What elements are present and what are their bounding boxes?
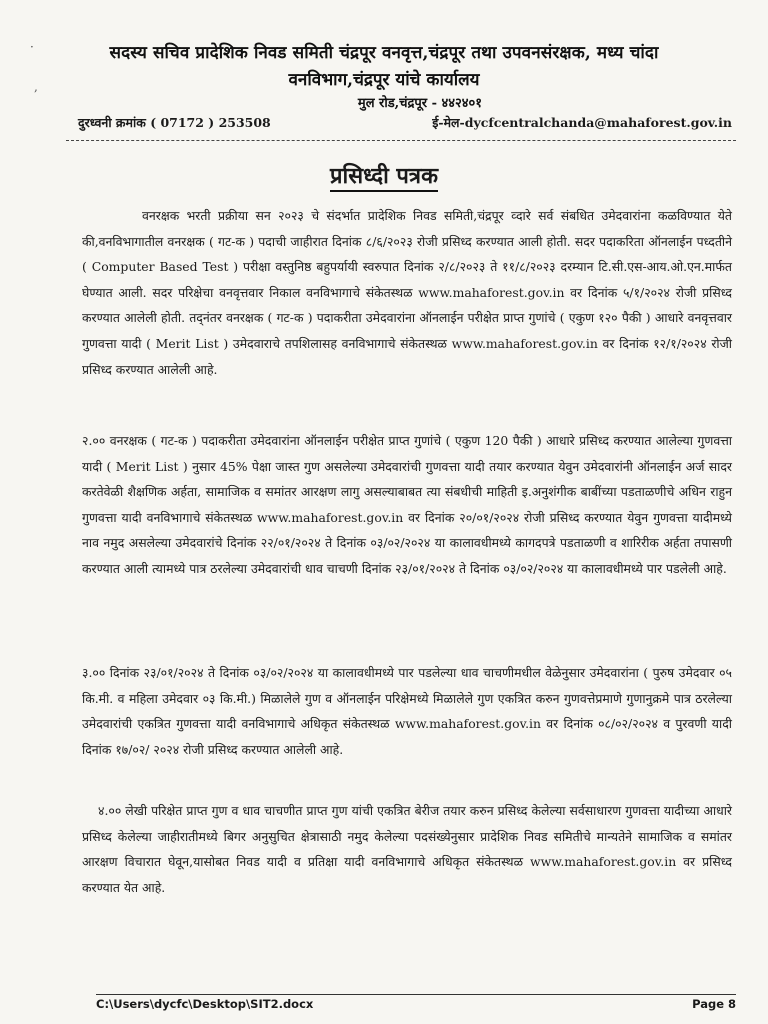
paragraph-3 bbox=[82, 660, 732, 762]
paragraph-3-text: ३.०० दिनांक २३/०१/२०२४ ते दिनांक ०३/०२/२०२४ या कालावधीमध्ये पार पडलेल्या धाव चाचणीमधील वेळेनुसार उमेदवारांना ( पुरुष उमेदवार ०५ कि.मी. व महिला उमेदवार ०३ कि.मी.) मिळालेले गुण व ऑनलाईन परिक्षेमध्ये मिळालेले गुण एकत्रित करुन गुणवत्तेप्रमाणे गुणानुक्रमे पात्र ठरलेल्या उमेदवारांची एकत्रित गुणवत्ता यादी वनविभागाचे अधिकृत संकेतस्थळ www.mahaforest.gov.in वर दिनांक ०८/०२/२०२४ व पुरवणी यादी दिनांक १७/०२/ २०२४ रोजी प्रसिध्द करण्यात आलेली आहे. bbox=[82, 665, 732, 757]
email-address: ई-मेल-dycfcentralchanda@mahaforest.gov.in bbox=[432, 115, 732, 130]
phone-number: दुरध्वनी क्रमांक ( 07172 ) 253508 bbox=[78, 115, 271, 130]
office-address: मुल रोड,चंद्रपूर - ४४२४०१ bbox=[357, 96, 483, 111]
office-title-line2: वनविभाग,चंद्रपूर यांचे कार्यालय bbox=[288, 70, 480, 90]
paragraph-2-text: २.०० वनरक्षक ( गट-क ) पदाकरीता उमेदवारांना ऑनलाईन परीक्षेत प्राप्त गुणांचे ( एकुण 120 पैकी ) आधारे प्रसिध्द करण्यात आलेल्या गुणवत्ता यादी ( Merit List ) नुसार 45% पेक्षा जास्त गुण असलेल्या उमेदवारांची गुणवत्ता यादी तयार करण्यात येवुन उमेदवारांनी ऑनलाईन अर्ज सादर करतेवेळी शैक्षणिक अर्हता, सामाजिक व समांतर आरक्षण लागु असल्याबाबत त्या संबधीची माहिती इ.अनुशंगीक बाबींच्या पडताळणीचे अधिन राहुन गुणवत्ता यादी वनविभागाचे संकेतस्थळ www.mahaforest.gov.in वर दिनांक २०/०१/२०२४ रोजी प्रसिध्द करण्यात येवुन गुणवत्ता यादीमध्ये नाव नमुद असलेल्या उमेदवारांचे दिनांक २२/०१/२०२४ ते दिनांक ०३/०२/२०२४ या कालावधीमध्ये कागदपत्रे पडताळणी व शारिरीक अर्हता तपासणी करण्यात आली त्यामध्ये पात्र ठरलेल्या उमेदवारांची धाव चाचणी दिनांक २३/०१/२०२४ ते दिनांक ०३/०२/२०२४ या कालावधीमध्ये पार पडलेली आहे. bbox=[82, 433, 732, 576]
scan-mark-side: , bbox=[34, 80, 38, 94]
scan-mark-top: · bbox=[30, 40, 34, 54]
paragraph-4-text: ४.०० लेखी परिक्षेत प्राप्त गुण व धाव चाचणीत प्राप्त गुण यांची एकत्रित बेरीज तयार करुन प्रसिध्द केलेल्या सर्वसाधारण गुणवत्ता यादीच्या आधारे प्रसिध्द केलेल्या जाहीरातीमध्ये बिगर अनुसुचित क्षेत्रासाठी नमुद केलेल्या पदसंख्येनुसार प्रादेशिक निवड समितीचे मान्यतेने सामाजिक व समांतर आरक्षण विचारात घेवून,यासोबत निवड यादी व प्रतिक्षा यादी वनविभागाचे अधिकृत संकेतस्थळ www.mahaforest.gov.in वर प्रसिध्द करण्यात येत आहे. bbox=[82, 803, 732, 895]
page-footer bbox=[96, 997, 736, 1011]
paragraph-1-text: वनरक्षक भरती प्रक्रीया सन २०२३ चे संदर्भात प्रादेशिक निवड समिती,चंद्रपूर व्दारे सर्व संबधित उमेदवारांना कळविण्यात येते की,वनविभागातील वनरक्षक ( गट-क ) पदाची जाहीरात दिनांक ८/६/२०२३ रोजी प्रसिध्द करण्यात आली होती. सदर पदाकरिता ऑनलाईन पध्दतीने ( Computer Based Test ) परीक्षा वस्तुनिष्ठ बहुपर्यायी स्वरुपात दिनांक २/८/२०२३ ते ११/८/२०२३ दरम्यान टि.सी.एस-आय.ओ.एन.मार्फत घेण्यात आली. सदर परिक्षेचा वनवृत्तवार निकाल वनविभागाचे संकेतस्थळ www.mahaforest.gov.in वर दिनांक ५/१/२०२४ रोजी प्रसिध्द करण्यात आलेली होती. तद्नंतर वनरक्षक ( गट-क ) पदाकरीता उमेदवारांना ऑनलाईन परीक्षेत प्राप्त गुणांचे ( एकुण १२० पैकी ) आधारे वनवृत्तवार गुणवत्ता यादी ( Merit List ) उमेदवाराचे तपशिलासह वनविभागाचे संकेतस्थळ www.mahaforest.gov.in वर दिनांक १२/१/२०२४ रोजी प्रसिध्द करण्यात आलेली आहे. bbox=[82, 208, 732, 377]
footer-divider bbox=[96, 994, 736, 995]
header-divider bbox=[66, 140, 736, 141]
document-title bbox=[0, 160, 768, 190]
contact-row bbox=[78, 114, 732, 131]
document-title-text: प्रसिध्दी पत्रक bbox=[330, 163, 438, 192]
file-path: C:\Users\dycfc\Desktop\SIT2.docx bbox=[96, 997, 314, 1011]
paragraph-4 bbox=[82, 798, 732, 900]
page-number: Page 8 bbox=[692, 997, 736, 1011]
office-title-line1: सदस्य सचिव प्रादेशिक निवड समिती चंद्रपूर वनवृत्त,चंद्रपूर तथा उपवनसंरक्षक, मध्य चांदा bbox=[109, 43, 659, 63]
paragraph-1 bbox=[82, 203, 732, 382]
paragraph-2 bbox=[82, 428, 732, 582]
